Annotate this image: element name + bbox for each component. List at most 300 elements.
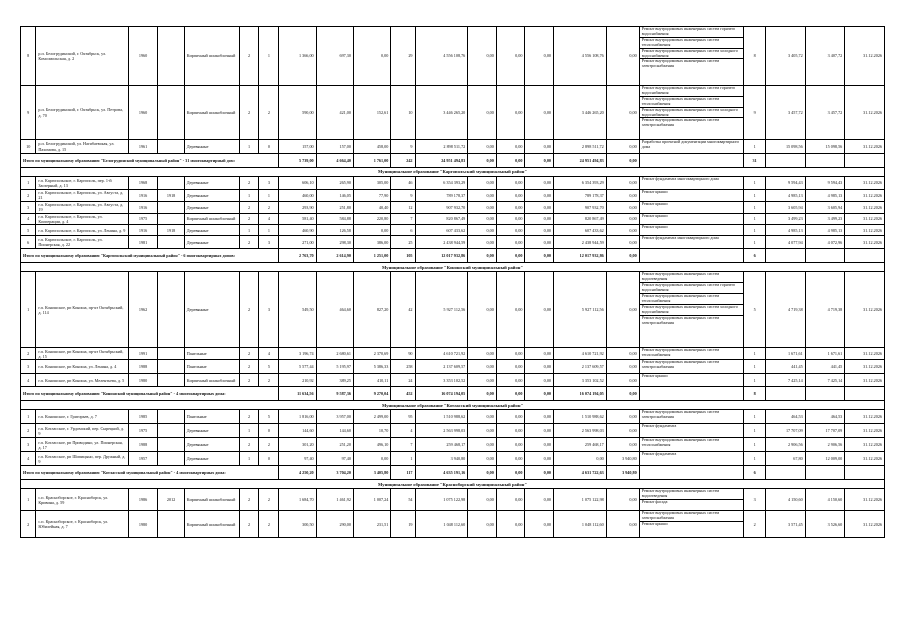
- table-cell: 31.12.2026: [845, 360, 885, 374]
- table-cell: 3 499,23: [805, 213, 845, 225]
- subtotal-value: 0,00: [606, 387, 639, 401]
- table-cell: 1 075 122,98: [415, 489, 468, 511]
- table-cell: 0,00: [525, 140, 554, 154]
- table-cell: 0: [259, 452, 279, 466]
- table-cell: Панельные: [184, 348, 239, 360]
- table-cell: 12 009,00: [805, 452, 845, 466]
- table-cell: 2: [239, 177, 259, 190]
- table-cell: 496,10: [353, 438, 390, 452]
- table-cell: 0,00: [606, 424, 639, 438]
- work-type-item: Ремонт крыши: [641, 213, 668, 218]
- table-cell: 581,40: [279, 213, 316, 225]
- table-cell: 3 405,72: [766, 27, 806, 86]
- work-type-item: Ремонт крыши: [641, 224, 668, 230]
- table-cell: 464,53: [805, 410, 845, 424]
- table-cell: 2: [259, 374, 279, 387]
- address-cell: г.п. Коношское, г. Григорьев, д. 7: [36, 410, 128, 424]
- table-cell: Деревянные: [184, 272, 239, 348]
- table-cell: 0,00: [496, 86, 525, 140]
- table-cell: 0,00: [525, 177, 554, 190]
- table-cell: 2: [259, 438, 279, 452]
- address-cell: р.п. Белогрудинский, г. Октябрьск, ул. Петрова, д. 70: [36, 86, 128, 140]
- table-cell: 460,90: [279, 225, 316, 236]
- table-cell: 95: [391, 410, 415, 424]
- table-cell: 25: [391, 236, 415, 249]
- table-cell: [158, 236, 184, 249]
- table-cell: 0,00: [606, 511, 639, 538]
- works-cell: [639, 201, 743, 213]
- table-cell: 0,00: [525, 452, 554, 466]
- table-cell: 2 906,56: [805, 438, 845, 452]
- table-cell: 2: [239, 410, 259, 424]
- subtotal-value: 0,00: [496, 387, 525, 401]
- table-cell: 6 354 393,29: [554, 177, 607, 190]
- subtotal-value: 0,00: [468, 249, 497, 263]
- work-type-item: Ремонт внутридомовых инженерных систем холодного водоснабжения: [640, 49, 743, 60]
- table-cell: 1 048 112,60: [554, 511, 607, 538]
- table-cell: 0,00: [525, 27, 554, 86]
- table-cell: 1: [259, 190, 279, 202]
- address-cell: р.п. Белогрудинский, ул. Нагибаевская, ул. Пахомова, д. 15: [36, 140, 128, 154]
- section-title: Муниципальное образование "Каргопольский муниципальный район": [21, 168, 885, 177]
- works-cell: [639, 272, 743, 348]
- works-cell: [639, 489, 743, 511]
- table-cell: 1: [259, 27, 279, 86]
- address-cell: г.п. Каргопольское, г. Каргополь, ул. Кооперации, д. 4: [36, 213, 128, 225]
- table-cell: 0,00: [606, 272, 639, 348]
- table-cell: 2: [239, 489, 259, 511]
- table-cell: 0,00: [496, 140, 525, 154]
- subtotal-value: 2 763,70: [279, 249, 316, 263]
- work-type-item: Ремонт внутридомовых инженерных систем теплоснабжения: [641, 437, 720, 448]
- table-cell: 0,00: [496, 489, 525, 511]
- table-cell: 0,00: [606, 27, 639, 86]
- table-cell: 1916: [128, 190, 158, 202]
- subtotal-value: 1 251,00: [353, 249, 390, 263]
- table-cell: Деревянные: [184, 190, 239, 202]
- subtotal-value: 0,00: [525, 387, 554, 401]
- table-cell: 31.12.2026: [845, 489, 885, 511]
- work-type-item: Ремонт внутридомовых инженерных систем водоотведения: [640, 489, 743, 500]
- table-cell: 0,00: [496, 374, 525, 387]
- subtotal-value: 117: [391, 466, 415, 480]
- table-cell: [158, 360, 184, 374]
- table-cell: 31.12.2026: [845, 213, 885, 225]
- table-cell: 7 425,14: [766, 374, 806, 387]
- table-cell: Кирпичный шлакоблочный: [184, 489, 239, 511]
- subtotal-value: 0,00: [606, 249, 639, 263]
- table-cell: 549,50: [279, 272, 316, 348]
- table-cell: Деревянные: [184, 225, 239, 236]
- work-type-item: Ремонт внутридомовых инженерных систем электроснабжения: [641, 409, 720, 420]
- table-cell: 9: [391, 190, 415, 202]
- table-cell: 31.12.2026: [845, 438, 885, 452]
- table-cell: 90: [391, 348, 415, 360]
- table-row: [21, 225, 885, 236]
- table-cell: 1: [744, 360, 766, 374]
- work-type-item: Ремонт внутридомовых инженерных систем холодного водоснабжения: [640, 305, 743, 316]
- table-cell: 5 195,97: [316, 360, 353, 374]
- table-cell: 4 985,13: [766, 190, 806, 202]
- works-cell: [639, 27, 743, 86]
- table-cell: 0,00: [468, 410, 497, 424]
- table-cell: 4 150,60: [805, 489, 845, 511]
- table-cell: 6: [391, 225, 415, 236]
- table-cell: 2: [239, 213, 259, 225]
- table-cell: 31.12.2026: [845, 140, 885, 154]
- table-cell: 2: [21, 190, 36, 202]
- table-cell: 3 605,94: [805, 201, 845, 213]
- table-cell: 0,00: [606, 410, 639, 424]
- table-cell: 1 510 988,62: [415, 410, 468, 424]
- table-cell: 2 563 998,03: [415, 424, 468, 438]
- section-header-row: [21, 168, 885, 177]
- table-cell: 4 610 721,92: [415, 348, 468, 360]
- table-cell: 827,20: [353, 272, 390, 348]
- table-cell: 3: [259, 236, 279, 249]
- table-cell: 31.12.2026: [845, 374, 885, 387]
- table-cell: 2: [744, 511, 766, 538]
- subtotal-value: 5 739,00: [279, 154, 316, 168]
- table-cell: 42: [391, 272, 415, 348]
- table-cell: 1916: [128, 201, 158, 213]
- table-cell: 0,00: [496, 177, 525, 190]
- table-cell: 1: [239, 225, 259, 236]
- table-cell: 19: [391, 511, 415, 538]
- table-cell: Панельные: [184, 360, 239, 374]
- table-cell: 259 468,17: [415, 438, 468, 452]
- table-cell: 0,00: [353, 27, 390, 86]
- table-row: [21, 27, 885, 86]
- table-cell: 1 007,24: [353, 489, 390, 511]
- table-row: [21, 410, 885, 424]
- table-cell: [158, 213, 184, 225]
- table-cell: 4: [391, 424, 415, 438]
- table-cell: 0,00: [468, 438, 497, 452]
- address-cell: г.п. Каргопольское, г. Каргополь, ул. Августа, д. 19: [36, 201, 128, 213]
- address-cell: р.п. Белогрудинский, г. Октябрьск, ул. Комсомольская, д. 2: [36, 27, 128, 86]
- table-cell: Деревянные: [184, 452, 239, 466]
- table-cell: [158, 452, 184, 466]
- table-cell: 2 137 609,57: [415, 360, 468, 374]
- table-cell: 0,00: [606, 348, 639, 360]
- table-cell: 31.12.2026: [845, 27, 885, 86]
- table-cell: 0,00: [525, 236, 554, 249]
- subtotal-value: 4 250,20: [279, 466, 316, 480]
- table-cell: 4 077,94: [766, 236, 806, 249]
- subtotal-tail: 6: [744, 249, 766, 263]
- table-cell: 1985: [128, 410, 158, 424]
- table-cell: 4 985,13: [766, 225, 806, 236]
- table-cell: 1: [21, 489, 36, 511]
- table-cell: 464,60: [316, 272, 353, 348]
- table-cell: 3: [21, 438, 36, 452]
- table-cell: 4: [21, 213, 36, 225]
- table-cell: 6: [21, 236, 36, 249]
- table-cell: 1986: [128, 489, 158, 511]
- table-cell: 1: [21, 177, 36, 190]
- table-cell: 0,00: [496, 452, 525, 466]
- table-cell: 1957: [128, 452, 158, 466]
- table-cell: 126,58: [316, 225, 353, 236]
- table-cell: 0,00: [525, 348, 554, 360]
- table-cell: 0,00: [468, 213, 497, 225]
- work-type-item: Ремонт крыши: [641, 201, 668, 206]
- table-cell: 2: [239, 438, 259, 452]
- section-title: Муниципальное образование "Коношский муниципальный район": [21, 263, 885, 272]
- table-cell: 1: [744, 424, 766, 438]
- table-cell: 3 605,94: [766, 201, 806, 213]
- work-type-item: Ремонт фундамента многоквартирного дома: [641, 235, 719, 241]
- work-type-item: Ремонт внутридомовых инженерных систем горячего водоснабжения: [640, 27, 743, 38]
- table-cell: 0,00: [468, 374, 497, 387]
- subtotal-value: 0,00: [525, 249, 554, 263]
- table-cell: 0,00: [468, 190, 497, 202]
- table-cell: 386,00: [353, 236, 390, 249]
- table-cell: 8: [21, 27, 36, 86]
- table-cell: 301,20: [279, 438, 316, 452]
- table-cell: 31.12.2026: [845, 86, 885, 140]
- table-cell: 789 178,37: [415, 190, 468, 202]
- subtotal-tail: [766, 387, 806, 401]
- table-cell: 10,70: [353, 424, 390, 438]
- table-cell: 0,00: [353, 452, 390, 466]
- table-cell: 0,00: [496, 272, 525, 348]
- works-cell: [639, 236, 743, 249]
- table-cell: 3 940,80: [606, 452, 639, 466]
- table-cell: 3 499,23: [766, 213, 806, 225]
- table-cell: 3 457,72: [805, 86, 845, 140]
- table-cell: [158, 424, 184, 438]
- table-cell: 251,80: [316, 201, 353, 213]
- table-cell: 7 425,14: [805, 374, 845, 387]
- subtotal-value: 4 635 191,16: [415, 466, 468, 480]
- table-cell: 1918: [158, 190, 184, 202]
- table-cell: 820 867,49: [554, 213, 607, 225]
- table-cell: 4 985,13: [805, 225, 845, 236]
- table-cell: 1: [744, 438, 766, 452]
- table-cell: 298,30: [316, 236, 353, 249]
- subtotal-value: 1 761,00: [353, 154, 390, 168]
- subtotal-row: [21, 466, 885, 480]
- subtotal-tail: [845, 154, 885, 168]
- table-cell: 2: [259, 201, 279, 213]
- table-cell: 1 684,70: [279, 489, 316, 511]
- table-cell: 1 671,61: [805, 348, 845, 360]
- subtotal-value: 0,00: [468, 387, 497, 401]
- table-cell: 300,50: [279, 511, 316, 538]
- table-cell: 607 433,62: [415, 225, 468, 236]
- subtotal-tail: [805, 387, 845, 401]
- table-cell: 1981: [128, 236, 158, 249]
- table-cell: 1 048 112,60: [415, 511, 468, 538]
- table-cell: 1991: [128, 348, 158, 360]
- table-cell: 0,00: [525, 410, 554, 424]
- section-header-row: [21, 401, 885, 410]
- table-cell: 2: [239, 236, 259, 249]
- table-row: [21, 213, 885, 225]
- table-cell: 0,00: [468, 236, 497, 249]
- table-cell: 0,00: [606, 374, 639, 387]
- subtotal-value: 3 405,80: [353, 466, 390, 480]
- table-cell: 0,00: [468, 452, 497, 466]
- table-cell: 0,00: [525, 201, 554, 213]
- table-cell: 4: [259, 348, 279, 360]
- subtotal-value: 242: [391, 154, 415, 168]
- table-cell: 8: [744, 27, 766, 86]
- subtotal-tail: 31: [744, 154, 766, 168]
- table-cell: 3: [21, 360, 36, 374]
- address-cell: г.п. Каргопольское, г. Каргополь, пер. 1-й Заозерный, д. 13: [36, 177, 128, 190]
- table-cell: Деревянные: [184, 424, 239, 438]
- table-cell: 1975: [128, 213, 158, 225]
- table-cell: 146,05: [316, 190, 353, 202]
- table-cell: 0,00: [525, 489, 554, 511]
- work-type-item: Ремонт фундамента: [641, 451, 677, 457]
- table-cell: [158, 140, 184, 154]
- table-cell: 1 075 122,98: [554, 489, 607, 511]
- table-cell: 3: [744, 489, 766, 511]
- works-cell: [639, 249, 743, 263]
- subtotal-tail: [845, 466, 885, 480]
- subtotal-label: Итого по муниципальному образованию "Каргопольский муниципальный район" - 6 многоквартирных домов:: [21, 249, 279, 263]
- address-cell: г.п. Каргопольское, г. Каргополь, ул. Ленина, д. 9: [36, 225, 128, 236]
- work-type-item: Ремонт фундамента: [641, 423, 677, 429]
- table-cell: 97,40: [316, 452, 353, 466]
- table-cell: 17 707,09: [805, 424, 845, 438]
- table-cell: 7: [391, 438, 415, 452]
- table-cell: 2: [21, 511, 36, 538]
- table-cell: 1960: [128, 86, 158, 140]
- works-cell: [639, 360, 743, 374]
- section-title: Муниципальное образование "Котласский муниципальный район": [21, 401, 885, 410]
- table-cell: 31.12.2026: [845, 236, 885, 249]
- capital-repair-table: [20, 26, 885, 538]
- table-row: [21, 177, 885, 190]
- work-type-item: Ремонт внутридомовых инженерных систем электроснабжения: [641, 58, 720, 69]
- table-cell: 697,30: [316, 27, 353, 86]
- table-cell: Деревянные: [184, 438, 239, 452]
- subtotal-value: 9 587,36: [316, 387, 353, 401]
- table-cell: 464,53: [766, 410, 806, 424]
- table-cell: 0,00: [468, 27, 497, 86]
- subtotal-tail: [805, 249, 845, 263]
- subtotal-row: [21, 387, 885, 401]
- subtotal-value: 4 664,40: [316, 154, 353, 168]
- table-cell: 2 499,00: [353, 410, 390, 424]
- work-type-item: Ремонт внутридомовых инженерных систем электроснабжения: [641, 314, 720, 325]
- subtotal-tail: [766, 466, 806, 480]
- table-cell: Кирпичный шлакоблочный: [184, 27, 239, 86]
- table-cell: 0,00: [525, 438, 554, 452]
- table-cell: 1: [21, 410, 36, 424]
- table-cell: [158, 348, 184, 360]
- table-cell: 5: [259, 360, 279, 374]
- work-type-item: Ремонт внутридомовых инженерных систем теплоснабжения: [641, 347, 720, 358]
- table-cell: 15 098,56: [766, 140, 806, 154]
- work-type-item: Ремонт фундамента многоквартирного дома: [641, 176, 719, 181]
- table-cell: 0,00: [468, 272, 497, 348]
- subtotal-value: 3 704,20: [316, 466, 353, 480]
- table-cell: [158, 177, 184, 190]
- work-type-item: Ремонт внутридомовых инженерных систем холодного водоснабжения: [640, 108, 743, 119]
- table-cell: 1988: [128, 438, 158, 452]
- table-cell: 259 468,17: [554, 438, 607, 452]
- work-type-item: Ремонт внутридомовых инженерных систем теплоснабжения: [640, 97, 743, 108]
- table-cell: 2: [239, 360, 259, 374]
- table-cell: Деревянные: [184, 177, 239, 190]
- table-cell: 1: [744, 410, 766, 424]
- table-cell: 1: [239, 190, 259, 202]
- table-cell: 305,00: [353, 177, 390, 190]
- table-cell: 5 927 112,56: [554, 272, 607, 348]
- table-cell: 1: [391, 452, 415, 466]
- table-row: [21, 140, 885, 154]
- address-cell: г.п. Каргопольское, г. Каргополь, ул. Пионерская, д. 22: [36, 236, 128, 249]
- subtotal-value: 24 951 494,83: [415, 154, 468, 168]
- table-cell: 0,00: [606, 360, 639, 374]
- table-cell: 77,90: [353, 190, 390, 202]
- table-cell: 0,00: [606, 236, 639, 249]
- table-cell: 460,00: [279, 190, 316, 202]
- table-cell: 907 932,70: [554, 201, 607, 213]
- table-cell: Кирпичный шлакоблочный: [184, 511, 239, 538]
- subtotal-label: Итого по муниципальному образованию "Котласский муниципальный район" - 4 многоквартирных дома:: [21, 466, 279, 480]
- table-row: [21, 201, 885, 213]
- table-cell: 10: [391, 86, 415, 140]
- subtotal-value: 2 614,90: [316, 249, 353, 263]
- work-type-item: Ремонт внутридомовых инженерных систем теплоснабжения: [640, 294, 743, 305]
- table-cell: 2: [239, 201, 259, 213]
- work-type-item: Ремонт фасада: [641, 499, 668, 505]
- works-cell: [639, 466, 743, 480]
- table-row: [21, 348, 885, 360]
- subtotal-tail: [845, 387, 885, 401]
- table-cell: 1968: [128, 177, 158, 190]
- address-cell: г.п. Коношское, рп Коноша, пр-кт Октябрьский, д. 114: [36, 272, 128, 348]
- table-cell: 410,11: [353, 374, 390, 387]
- table-cell: 1: [239, 452, 259, 466]
- table-cell: 2: [259, 511, 279, 538]
- subtotal-value: 12 017 932,86: [554, 249, 607, 263]
- section-header-row: [21, 480, 885, 489]
- subtotal-row: [21, 154, 885, 168]
- table-cell: 3 457,72: [766, 86, 806, 140]
- table-cell: 0,00: [468, 201, 497, 213]
- address-cell: г.п. Коношское, рп Коноша, пр-кт Октябрьский, д. 15: [36, 348, 128, 360]
- table-cell: 0,00: [496, 225, 525, 236]
- table-cell: Кирпичный шлакоблочный: [184, 86, 239, 140]
- table-cell: 1: [239, 424, 259, 438]
- table-cell: 0: [259, 140, 279, 154]
- works-cell: [639, 190, 743, 202]
- table-cell: 0,00: [496, 236, 525, 249]
- table-cell: 7: [391, 213, 415, 225]
- subtotal-label: Итого по муниципальному образованию "Белогрудинский муниципальный район" - 31 многоквартирный дом:: [21, 154, 279, 168]
- table-cell: 24: [391, 374, 415, 387]
- table-cell: 0,00: [468, 177, 497, 190]
- table-cell: 10: [21, 140, 36, 154]
- work-type-item: Ремонт крыши: [641, 373, 668, 379]
- table-cell: 97,40: [279, 452, 316, 466]
- table-cell: 1 510 988,62: [554, 410, 607, 424]
- table-cell: 2012: [158, 489, 184, 511]
- table-cell: 1961: [128, 140, 158, 154]
- table-cell: 0,00: [496, 511, 525, 538]
- address-cell: г.п. Котласское, рп Приводино, ул. Пионерская, д. 17: [36, 438, 128, 452]
- table-cell: 9 594,43: [805, 177, 845, 190]
- table-cell: 144,60: [279, 424, 316, 438]
